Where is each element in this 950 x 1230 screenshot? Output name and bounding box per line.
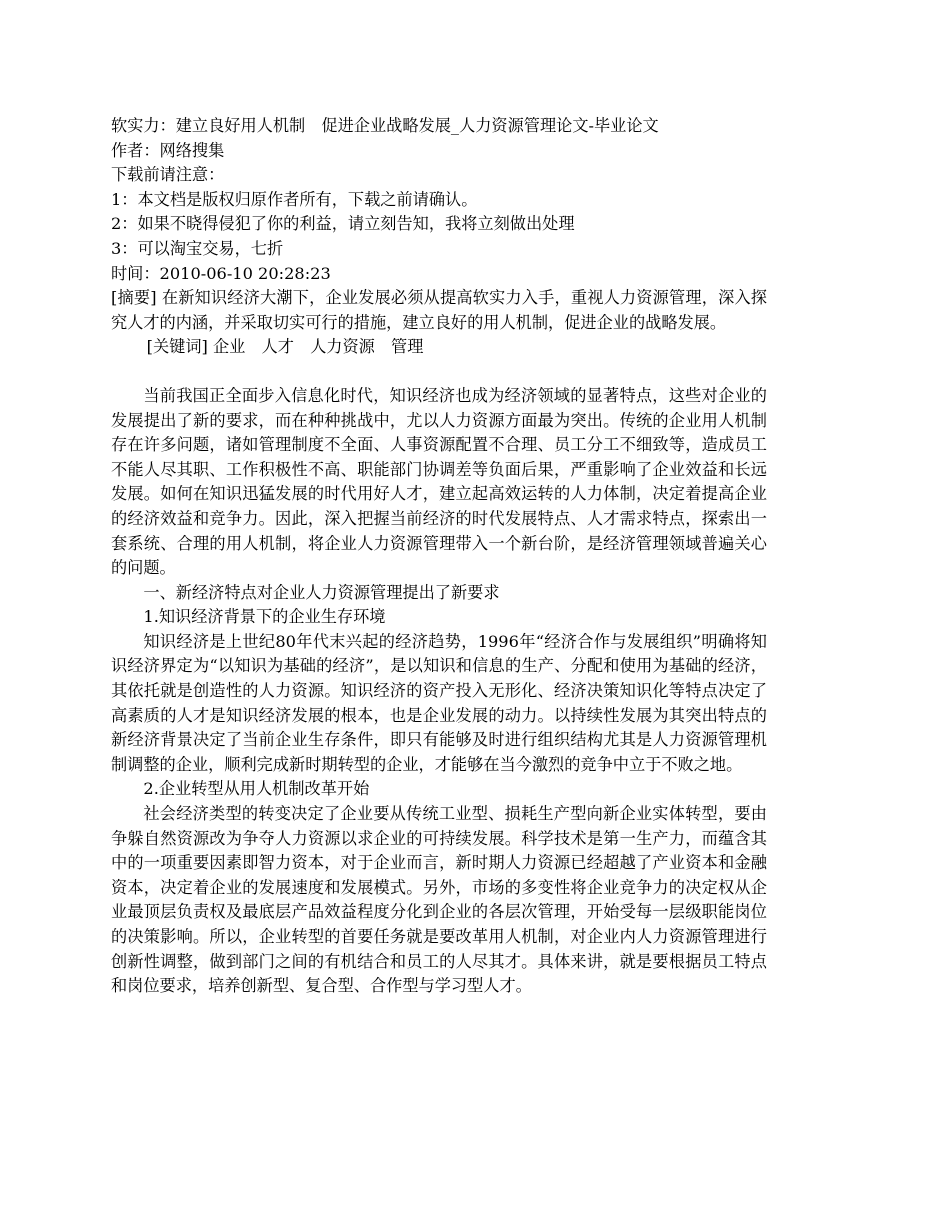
notice-item: 2：如果不晓得侵犯了你的利益，请立刻告知，我将立刻做出处理 <box>111 214 575 234</box>
body-paragraph: 社会经济类型的转变决定了企业要从传统工业型、损耗生产型向新企业实体转型，要由争躲自然资源改为争夺人力资源以求企业的可持续发展。科学技术是第一生产力，而蕴含其中的一项重要因素即智力资本，对于企业而言，新时期人力资源已经超越了产业资本和金融资本，决定着企业的发展速度和发展模式。另外，市场的多变性将企业竞争力的决定权从企业最顶层负责权及最底层产品效益程度分化到企业的各层次管理，开始受每一层级职能岗位的决策影响。所以，企业转型的首要任务就是要改革用人机制，对企业内人力资源管理进行创新性调整，做到部门之间的有机结合和员工的人尽其才。具体来讲，就是要根据员工特点和岗位要求，培养创新型、复合型、合作型与学习型人才。 <box>111 804 767 996</box>
blank-line <box>111 360 767 384</box>
section-heading: 一、新经济特点对企业人力资源管理提出了新要求 <box>143 582 500 602</box>
document-title: 软实力：建立良好用人机制 促进企业战略发展_人力资源管理论文-毕业论文 <box>111 116 659 135</box>
author-line: 作者：网络搜集 <box>111 140 225 160</box>
notice-title: 下载前请注意： <box>111 165 225 185</box>
abstract-paragraph: [摘要] 在新知识经济大潮下，企业发展必须从提高软实力入手，重视人力资源管理，深入探究人才的内涵，并采取切实可行的措施，建立良好的用人机制，促进企业的战略发展。 <box>111 288 767 332</box>
timestamp: 时间：2010-06-10 20:28:23 <box>111 263 331 283</box>
notice-item: 3：可以淘宝交易，七折 <box>111 238 284 258</box>
subsection-heading: 2.企业转型从用人机制改革开始 <box>143 779 370 799</box>
keywords-line: [关键词] 企业 人才 人力资源 管理 <box>146 337 424 357</box>
notice-item: 1：本文档是版权归原作者所有，下载之前请确认。 <box>111 189 478 209</box>
body-paragraph: 知识经济是上世纪80年代末兴起的经济趋势，1996年“经济合作与发展组织”明确将知识经济界定为“以知识为基础的经济”，是以知识和信息的生产、分配和使用为基础的经济，其依托就是创造性的人力资源。知识经济的资产投入无形化、经济决策知识化等特点决定了高素质的人才是知识经济发展的根本，也是企业发展的动力。以持续性发展为其突出特点的新经济背景决定了当前企业生存条件，即只有能够及时进行组织结构尤其是人力资源管理机制调整的企业，顺利完成新时期转型的企业，才能够在当今激烈的竞争中立于不败之地。 <box>111 631 767 774</box>
subsection-heading: 1.知识经济背景下的企业生存环境 <box>143 607 386 627</box>
intro-paragraph: 当前我国正全面步入信息化时代，知识经济也成为经济领域的显著特点，这些对企业的发展提出了新的要求，而在种种挑战中，尤以人力资源方面最为突出。传统的企业用人机制存在许多问题，诸如管理制度不全面、人事资源配置不合理、员工分工不细致等，造成员工不能人尽其职、工作积极性不高、职能部门协调差等负面后果，严重影响了企业效益和长远发展。如何在知识迅猛发展的时代用好人才，建立起高效运转的人力体制，决定着提高企业的经济效益和竞争力。因此，深入把握当前经济的时代发展特点、人才需求特点，探索出一套系统、合理的用人机制，将企业人力资源管理带入一个新台阶，是经济管理领域普遍关心的问题。 <box>111 385 767 578</box>
document-page <box>111 114 767 999</box>
